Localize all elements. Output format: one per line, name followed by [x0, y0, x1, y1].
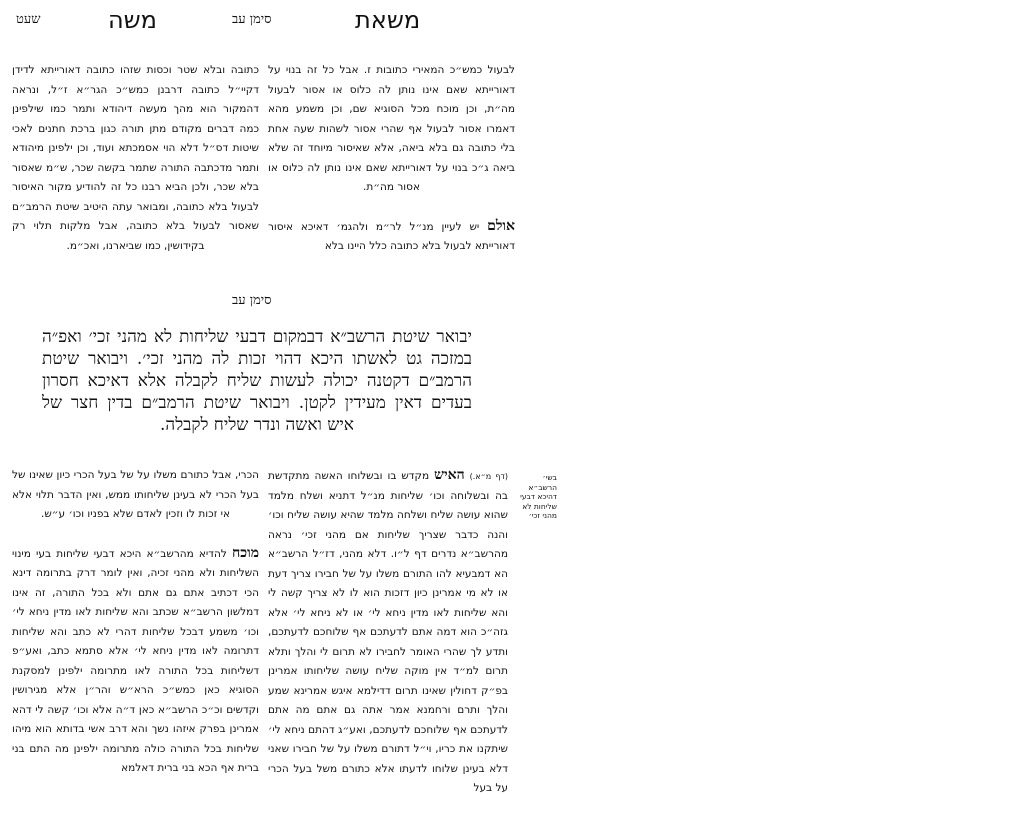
running-title-right: משאת	[355, 6, 421, 34]
page-number: שעט	[16, 12, 41, 27]
margin-note: בשי׳ הרשב״א דהיכא דבעי שליחות לא מהני זכי׳	[520, 473, 557, 520]
bottom-left-column	[12, 466, 259, 779]
paragraph: מוכח להדיא מהרשב״א היכא דבעי שליחות בעי מינוי השליחות ולא מהני זכיה, ואין לומר דרק בתרומה דינא הכי דכתיב אתם גם אתם ולא בכל התורה, זה אינו דמלשון הרשב״א שכתב והא שליחות לאו מדין ניחא לי׳ וכו׳ משמע דבכל שליחות דהרי לא כתב והא שליחות דתרומה לאו מדין ניחא לי׳ אלא סתמא כתב, ואע״פ דשליחות בכל התורה לאו מתרומה ילפינן למסקנת הסוגיא כאן כמש״כ הרא״ש והר״ן אלא מגירושין וקדשים וכ״כ הרשב״א כאן ד״ה אלא וכו׳ קשה לי דהא אמרינן בפרק איזהו נשך והא דרב אשי בדותא הוא מיהו שליחות בכל התורה כולה מתרומה ילפינן מה התם בני ברית אף הכא בני ברית דאלמא	[12, 544, 259, 774]
lead-word: מוכח	[231, 544, 259, 561]
paragraph: הכרי, אבל כתורם משלו על של בעל הכרי כיון שאינו של בעל הכרי לא בעינן שליחותו ממש, ואין הדבר תלוי אלא אי זכות לו וזכין לאדם שלא בפניו וכו׳ ע״ש.	[12, 469, 259, 520]
section-title: סימן עב	[232, 293, 272, 308]
daf-reference: (דף מ״א.)	[469, 472, 508, 481]
paragraph: כתובה ובלא שטר וכסות שזהו כתובה דאורייתא לדידן דקיי״ל כתובה דרבנן כמש״כ הגר״א ז״ל, ונראה דהמקור הוא מהך מעשה דיהודא ותמר כמו שילפינן כמה דברים מקודם מתן תורה כגון ברכת חתנים לאכי שיטות דס״ל דלא הוי אסמכתא ועוד, וכן ילפינן מיהודא ותמר מדכתבה התורה שתמר בקשה שכר, ש״מ שאסור בלא שכר, ולכן הביא רבנו כל זה להודיע מקור האיסור לבעול בלא כתובה, ומבואר עתה היטיב שיטת הרמב״ם שאסור לבעול בלא כתובה, אבל מלקות תלוי רק בקידושין, כמו שביארנו, ואכ״מ.	[12, 64, 259, 252]
section-summary: יבואר שיטת הרשב״א דבמקום דבעי שליחות לא מהני זכי׳ ואפ״ה במזכה גט לאשתו היכא דהוי זכות לה מהני זכי׳. ויבואר שיטת הרמב״ם דקטנה יכולה לעשות שליח לקבלה אלא דאיכא חסרון בעדים דאין מעידין לקטן. ויבואר שיטת הרמב״ם בדין חצר של איש ואשה ונדר שליח לקבלה.	[42, 327, 472, 435]
lead-word: אולם	[487, 217, 515, 234]
running-siman-label: סימן עב	[232, 12, 272, 27]
paragraph: אולם יש לעיין מנ״ל לר״מ ולהגמ׳ דאיכא איסור דאורייתא לבעול בלא כתובה כלל היינו בלא	[268, 217, 515, 252]
top-left-column	[12, 61, 259, 256]
paragraph: לבעול כמש״כ המאירי כתובות ז. אבל כל זה בנוי על דאורייתא שאם אינו נותן לה כלוס או אסור לבעול מה״ת, וכן מוכח מכל הסוגיא שם, וכן משמע מהא דאמרו אסור לבעול אף שהרי אסור לשהות שעה אחת בלי כתובה גם בלא ביאה, אלא שאיסור מיוחד זה שלא ביאה ג״כ בנוי על דאורייתא שאם אינו נותן לה כלוס או אסור מה״ת.	[268, 64, 515, 193]
running-title-left: משה	[108, 6, 157, 34]
top-right-column	[268, 61, 515, 257]
bottom-right-column	[268, 466, 508, 799]
lead-word: האיש	[434, 467, 465, 483]
paragraph: (דף מ״א.) האיש מקדש בו ובשלוחו האשה מתקדשת בה ובשלוחה וכו׳ שליחות מנ״ל דתניא ושלח מלמד שהוא עושה שליח ושלחה מלמד שהיא עושה שליח וכו׳ והנה כדבר שצריך שליחות אם מהני זכי׳ נראה מהרשב״א נדרים דף ל״ו. דלא מהני, דז״ל הרשב״א הא דמבעיא להו התורם משלו על של חבירו צריך דעת או לא מי אמרינן כיון דזכות הוא לו לא צריך קשה לי והא שליחות לאו מדין ניחא לי׳ או לא ניחא לי׳ אלא גזה״כ הוא דמה אתם לדעתכם אף שלוחכם לדעתכם, ותדע לך שהרי האומר לחבירו לא תרום לי והלך ותלא תרום למ״ד אין מוקה שליח עושה שליחותו אמרינן בפ״ק דחולין שאינו תרום דדילמא איגש אמרינא שמע והלך ותרם ורחמנא אמר אתה גם אתם מה אתם לדעתכם אף שלוחכם לדעתכם, ואע״ג דהתם ניחא לי׳ שיתקנו את כריו, וי״ל דתורם משלו על של חבירו שאני דלא בעינן שלוחו לדעתו אלא כתורם משל בעל הכרי על בעל	[268, 467, 508, 794]
